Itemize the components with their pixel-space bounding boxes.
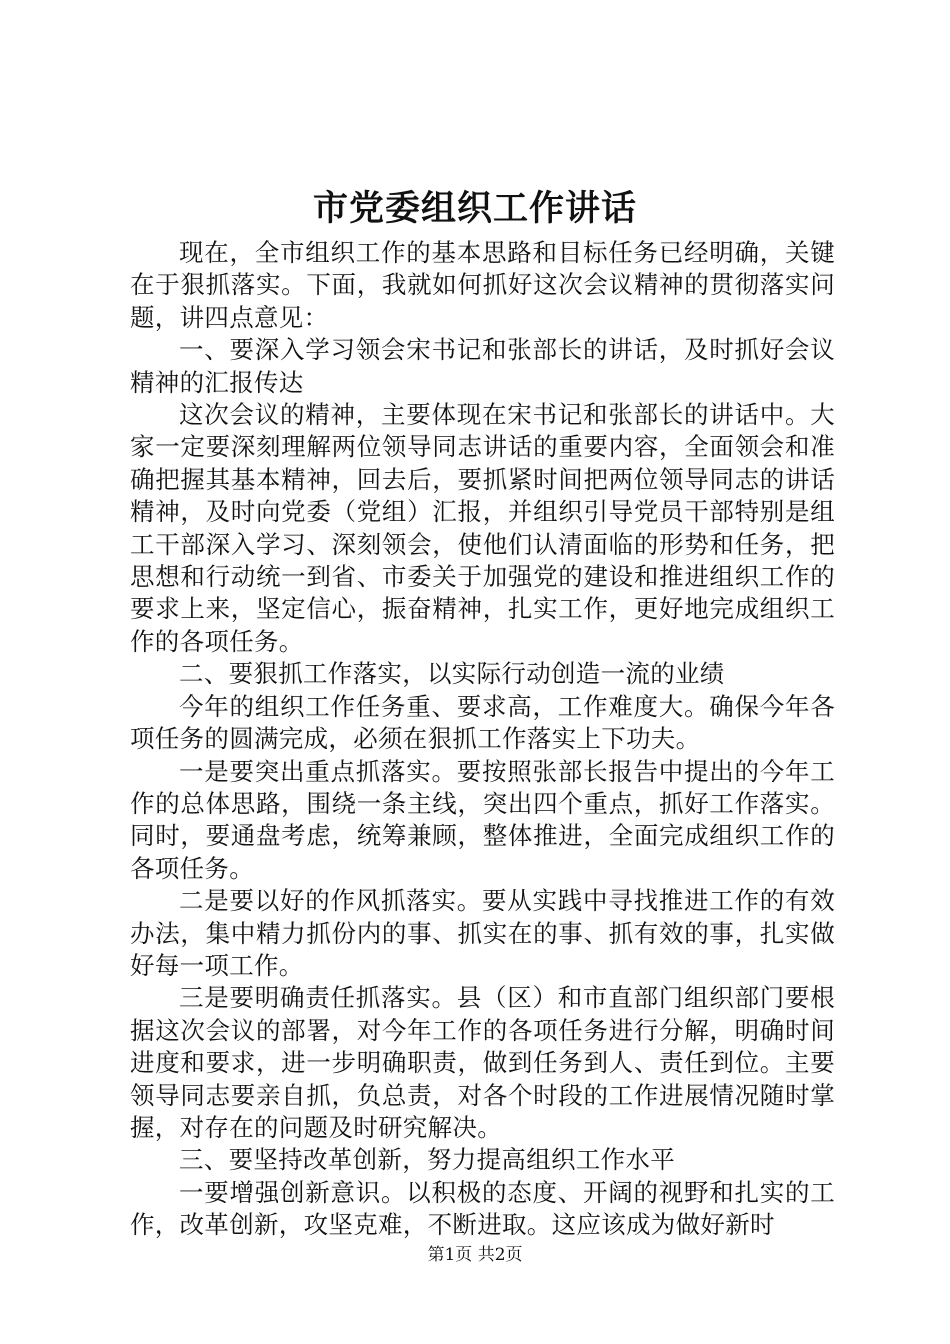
paragraph: 一要增强创新意识。以积极的态度、开阔的视野和扎实的工作，改革创新，攻坚克难，不断进取。这应该成为做好新时 [130,1177,835,1240]
section-heading-2: 二、要狠抓工作落实，以实际行动创造一流的业绩 [179,659,725,689]
paragraph-intro: 现在，全市组织工作的基本思路和目标任务已经明确，关键在于狠抓落实。下面，我就如何抓好这次会议精神的贯彻落实问题，讲四点意见： [130,238,835,332]
paragraph: 一是要突出重点抓落实。要按照张部长报告中提出的今年工作的总体思路，围绕一条主线，突出四个重点，抓好工作落实。同时，要通盘考虑，统筹兼顾，整体推进，全面完成组织工作的各项任务。 [130,756,835,883]
section-heading-3: 三、要坚持改革创新，努力提高组织工作水平 [179,1145,675,1175]
paragraph: 三是要明确责任抓落实。县（区）和市直部门组织部门要根据这次会议的部署，对今年工作的各项任务进行分解，明确时间进度和要求，进一步明确职责，做到任务到人、责任到位。主要领导同志要亲自抓，负总责，对各个时段的工作进展情况随时掌握，对存在的问题及时研究解决。 [130,983,835,1142]
page-number-footer: 第1页 共2页 [427,1245,523,1265]
paragraph: 这次会议的精神，主要体现在宋书记和张部长的讲话中。大家一定要深刻理解两位领导同志讲话的重要内容，全面领会和准确把握其基本精神，回去后，要抓紧时间把两位领导同志的讲话精神，及时向党委（党组）汇报，并组织引导党员干部特别是组工干部深入学习、深刻领会，使他们认清面临的形势和任务，把思想和行动统一到省、市委关于加强党的建设和推进组织工作的要求上来，坚定信心，振奋精神，扎实工作，更好地完成组织工作的各项任务。 [130,400,835,656]
document-title: 市党委组织工作讲话 [312,188,637,229]
paragraph: 今年的组织工作任务重、要求高，工作难度大。确保今年各项任务的圆满完成，必须在狠抓工作落实上下功夫。 [130,691,835,754]
section-heading-1: 一、要深入学习领会宋书记和张部长的讲话，及时抓好会议精神的汇报传达 [130,335,835,397]
paragraph: 二是要以好的作风抓落实。要从实践中寻找推进工作的有效办法，集中精力抓份内的事、抓实在的事、抓有效的事，扎实做好每一项工作。 [130,886,835,980]
document-body [130,237,835,1242]
